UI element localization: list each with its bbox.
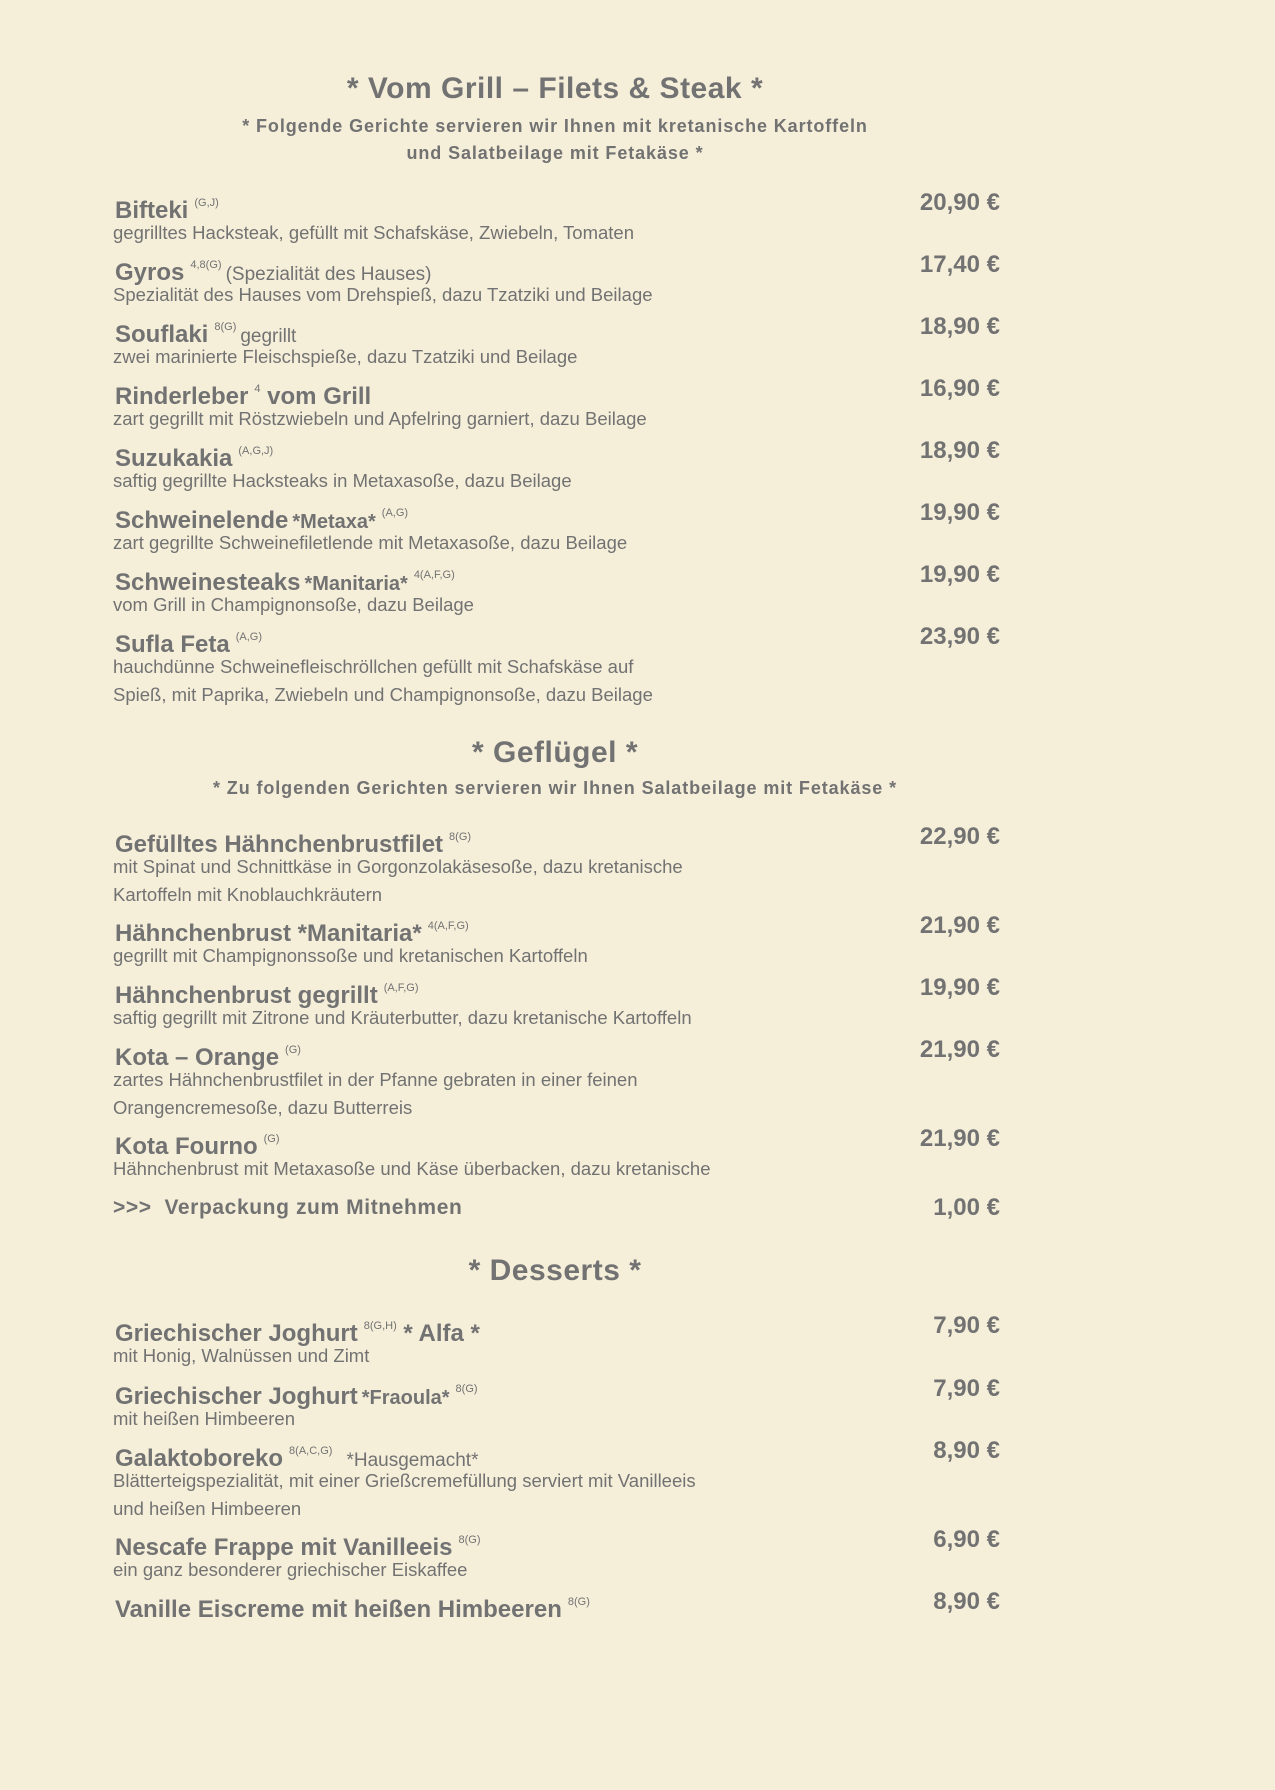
item-name: Griechischer Joghurt [115, 1320, 358, 1347]
item-name: Bifteki [115, 197, 189, 224]
menu-item [115, 312, 1000, 370]
item-name: Hähnchenbrust gegrillt [115, 982, 378, 1009]
subtitle-line: * Folgende Gerichte servieren wir Ihnen mit kretanische Kartoffeln [242, 116, 868, 136]
subtitle-line: * Zu folgenden Gerichten servieren wir Ihnen Salatbeilage mit Fetakäse * [213, 778, 897, 798]
item-name: Gyros [115, 259, 185, 286]
item-description: und heißen Himbeeren [113, 1498, 302, 1519]
packing-price: 1,00 € [933, 1194, 1000, 1221]
allergen-codes: (A,G) [235, 631, 262, 643]
allergen-codes: (A,F,G) [383, 982, 419, 994]
item-description: mit heißen Himbeeren [113, 1408, 295, 1429]
item-description: saftig gegrillte Hacksteaks in Metaxasoße, dazu Beilage [113, 470, 572, 491]
allergen-codes: 8(A,C,G) [289, 1445, 333, 1457]
item-price: 7,90 € [933, 1312, 1000, 1339]
menu-item [115, 1124, 1000, 1182]
item-price: 8,90 € [933, 1588, 1000, 1615]
section-title-grill: * Vom Grill – Filets & Steak * [346, 72, 764, 105]
item-description: saftig gegrillt mit Zitrone und Kräuterbutter, dazu kretanische Kartoffeln [113, 1007, 692, 1028]
item-tag: *Fraoula* [361, 1387, 450, 1409]
item-description: vom Grill in Champignonsoße, dazu Beilage [113, 594, 474, 615]
item-price: 6,90 € [933, 1526, 1000, 1553]
item-name: Kota Fourno [115, 1133, 258, 1160]
allergen-codes: (G) [263, 1133, 280, 1145]
menu-item [115, 1525, 1000, 1583]
subtitle-line: und Salatbeilage mit Fetakäse * [406, 143, 704, 163]
item-price: 7,90 € [933, 1375, 1000, 1402]
menu-item [115, 1436, 1000, 1522]
item-description: zart gegrillte Schweinefiletlende mit Metaxasoße, dazu Beilage [113, 532, 628, 553]
item-price: 16,90 € [919, 375, 1000, 402]
packing-label: >>> Verpackung zum Mitnehmen [113, 1196, 463, 1219]
item-description: hauchdünne Schweinefleischröllchen gefüllt mit Schafskäse auf [113, 656, 634, 677]
item-name-suffix: vom Grill [267, 383, 372, 410]
item-name: Schweinesteaks [115, 569, 301, 596]
item-price: 19,90 € [919, 499, 1000, 526]
allergen-codes: 8(G) [449, 831, 472, 843]
section-title-desserts: * Desserts * [468, 1254, 642, 1287]
item-tag: *Metaxa* [292, 511, 376, 533]
menu-item [115, 436, 1000, 494]
item-note: (Spezialität des Hauses) [225, 264, 432, 285]
item-price: 19,90 € [919, 974, 1000, 1001]
item-price: 23,90 € [919, 623, 1000, 650]
menu-item [115, 622, 1000, 708]
allergen-codes: 8(G) [214, 321, 237, 333]
item-tag: *Manitaria* [304, 573, 408, 595]
item-name: Souflaki [115, 321, 209, 348]
item-note: gegrillt [240, 326, 297, 347]
item-name: Rinderleber [115, 383, 249, 410]
allergen-codes: 8(G) [455, 1383, 478, 1395]
allergen-codes: 8(G) [567, 1596, 590, 1608]
allergen-codes: 4(A,F,G) [413, 569, 455, 581]
menu-item [115, 1374, 1000, 1432]
item-price: 17,40 € [919, 251, 1000, 278]
item-name: Griechischer Joghurt [115, 1383, 358, 1410]
menu-item [115, 250, 1000, 308]
item-description: Hähnchenbrust mit Metaxasoße und Käse überbacken, dazu kretanische [113, 1158, 711, 1179]
allergen-codes: 8(G,H) [363, 1320, 397, 1332]
item-description: zwei marinierte Fleischspieße, dazu Tzatziki und Beilage [113, 346, 578, 367]
item-price: 22,90 € [919, 823, 1000, 850]
item-name-suffix: * Alfa * [403, 1320, 480, 1347]
allergen-codes: (G) [285, 1044, 301, 1056]
item-name: Sufla Feta [115, 631, 230, 658]
item-price: 21,90 € [919, 1125, 1000, 1152]
item-name: Galaktoboreko [115, 1445, 284, 1472]
allergen-codes: 4 [254, 383, 261, 395]
item-description: Spieß, mit Paprika, Zwiebeln und Champignonsoße, dazu Beilage [113, 684, 653, 705]
allergen-codes: (A,G,J) [238, 445, 274, 457]
allergen-codes: 4,8(G) [190, 259, 222, 271]
item-description: gegrilltes Hacksteak, gefüllt mit Schafskäse, Zwiebeln, Tomaten [113, 222, 634, 243]
item-price: 21,90 € [919, 912, 1000, 939]
item-price: 8,90 € [933, 1437, 1000, 1464]
menu-item [115, 973, 1000, 1031]
item-price: 18,90 € [919, 313, 1000, 340]
item-description: zartes Hähnchenbrustfilet in der Pfanne gebraten in einer feinen [113, 1069, 638, 1090]
item-name: Hähnchenbrust *Manitaria* [115, 920, 422, 947]
allergen-codes: (G,J) [194, 197, 219, 209]
allergen-codes: 4(A,F,G) [427, 920, 469, 932]
item-name: Nescafe Frappe mit Vanilleeis [115, 1534, 453, 1561]
item-description: mit Spinat und Schnittkäse in Gorgonzolakäsesoße, dazu kretanische [113, 856, 683, 877]
menu-item [115, 911, 1000, 969]
item-description: Orangencremesoße, dazu Butterreis [113, 1097, 413, 1118]
item-description: Spezialität des Hauses vom Drehspieß, dazu Tzatziki und Beilage [113, 284, 653, 305]
allergen-codes: 8(G) [458, 1534, 481, 1546]
section-subtitle-grill [0, 113, 1110, 167]
item-name: Suzukakia [115, 445, 233, 472]
section-title-poultry: * Geflügel * [471, 736, 639, 769]
item-description: ein ganz besonderer griechischer Eiskaffee [113, 1559, 468, 1580]
item-name: Schweinelende [115, 507, 289, 534]
item-description: Blätterteigspezialität, mit einer Grießcremefüllung serviert mit Vanilleeis [113, 1470, 696, 1491]
menu-item [115, 498, 1000, 556]
menu-item [115, 188, 1000, 246]
item-note: *Hausgemacht* [346, 1450, 479, 1471]
item-description: zart gegrillt mit Röstzwiebeln und Apfelring garniert, dazu Beilage [113, 408, 647, 429]
item-description: gegrillt mit Champignonssoße und kretanischen Kartoffeln [113, 945, 588, 966]
item-name: Kota – Orange [115, 1044, 280, 1071]
item-price: 21,90 € [919, 1036, 1000, 1063]
menu-item [115, 1587, 1000, 1623]
takeaway-packing-row [113, 1193, 1000, 1223]
item-description: mit Honig, Walnüssen und Zimt [113, 1345, 370, 1366]
item-description: Kartoffeln mit Knoblauchkräutern [113, 884, 383, 905]
menu-item [115, 1035, 1000, 1121]
item-price: 20,90 € [919, 189, 1000, 216]
item-name: Vanille Eiscreme mit heißen Himbeeren [115, 1596, 562, 1623]
menu-item [115, 560, 1000, 618]
section-subtitle-poultry [0, 775, 1110, 802]
item-name: Gefülltes Hähnchenbrustfilet [115, 831, 444, 858]
menu-item [115, 374, 1000, 432]
allergen-codes: (A,G) [381, 507, 409, 519]
menu-item [115, 822, 1000, 908]
menu-item [115, 1311, 1000, 1369]
item-price: 18,90 € [919, 437, 1000, 464]
item-price: 19,90 € [919, 561, 1000, 588]
